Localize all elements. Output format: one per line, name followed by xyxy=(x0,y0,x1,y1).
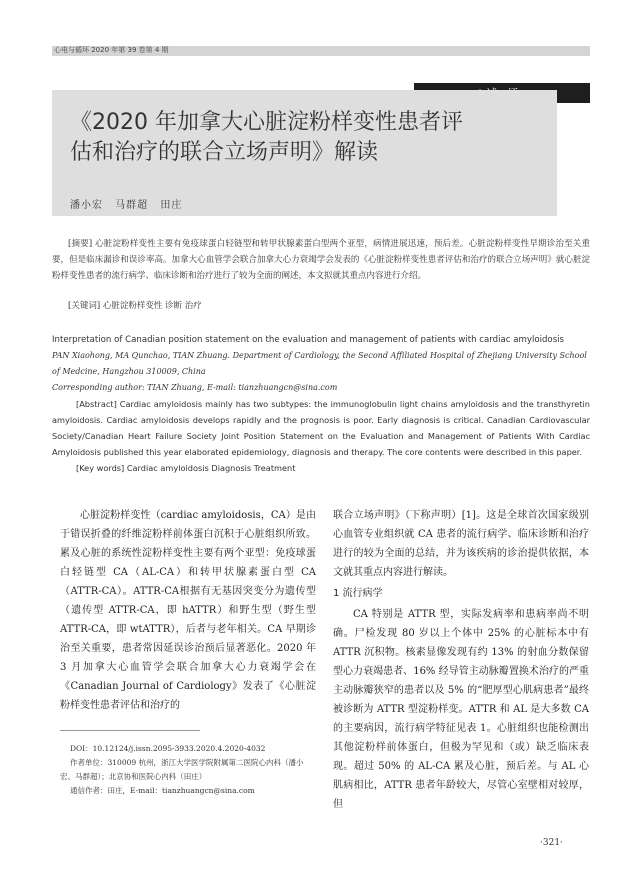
footnote xyxy=(60,742,316,798)
english-abstract: [Abstract] Cardiac amyloidosis mainly has two subtypes: the immunoglobulin light chains amyloidosis and the transthyretin amyloidosis. Cardiac amyloidosis develops rapidly and the prognosis is poor. Early diagnosis is critical. Canadian Cardiovascular Society/Canadian Heart Failure Society Joint Position Statement on the Evaluation and Management of Patients With Cardiac Amyloidosis published this year elaborated epidemiology, diagnosis and therapy. The core contents were described in this paper. xyxy=(52,399,590,457)
right-column-intro: 联合立场声明》（下称声明）[1]。这是全球首次国家级别心血管专业组织就 CA 患者的流行病学、临床诊断和治疗进行的较为全面的总结，并为该疾病的诊治提供依据，本文就其重点内容进行解读。 xyxy=(333,510,589,578)
article-title: 《2020 年加拿大心脏淀粉样变性患者评估和治疗的联合立场声明》解读 xyxy=(70,110,463,165)
keywords-cn: [关键词] 心脏淀粉样变性 诊断 治疗 xyxy=(68,301,202,311)
english-corresponding: Corresponding author: TIAN Zhuang, E-mail: tianzhuangcn@sina.com xyxy=(52,383,338,392)
english-title: Interpretation of Canadian position statement on the evaluation and management of patients with cardiac amyloidosis xyxy=(52,335,565,345)
english-affiliation: PAN Xiaohong, MA Qunchao, TIAN Zhuang. Department of Cardiology, the Second Affiliated Hospital of Zhejiang University School of Medcine, Hangzhou 310009, China xyxy=(52,351,587,376)
left-column-text: 心脏淀粉样变性（cardiac amyloidosis，CA）是由于错误折叠的纤维淀粉样前体蛋白沉积于心脏组织所致。累及心脏的系统性淀粉样变性主要有两个亚型：免疫球蛋白轻链型 CA（AL-CA）和转甲状腺素蛋白型 CA（ATTR-CA）。ATTR-CA根据有无基因突变分为遗传型（遗传型 ATTR-CA，即 hATTR）和野生型（野生型 ATTR-CA，即 wtATTR），后者与老年相关。CA 早期诊治至关重要，患者常因延误诊治预后显著恶化。2020 年 3 月加拿大心血管学会联合加拿大心力衰竭学会在《Canadian Journal of Cardiology》发表了《心脏淀粉样变性患者评估和治疗的 xyxy=(60,510,316,711)
left-column xyxy=(60,506,316,715)
footnote-divider xyxy=(60,730,200,731)
abstract-cn-text: [摘要] 心脏淀粉样变性主要有免疫球蛋白轻链型和转甲状腺素蛋白型两个亚型，病情进展迅速，预后差。心脏淀粉样变性早期诊治至关重要，但是临床漏诊和误诊率高。加拿大心血管学会联合加拿大心力衰竭学会发表的《心脏淀粉样变性患者评估和治疗的联合立场声明》就心脏淀粉样变性患者的流行病学、临床诊断和治疗进行了较为全面的阐述，本文拟就其重点内容进行介绍。 xyxy=(52,239,590,281)
footnote-affiliation: 作者单位：310009 杭州，浙江大学医学院附属第二医院心内科（潘小宏、马群超）；北京协和医院心内科（田庄） xyxy=(60,758,304,781)
footnote-corresponding: 通信作者：田庄，E-mail：tianzhuangcn@sina.com xyxy=(70,786,255,795)
english-keywords: [Key words] Cardiac amyloidosis Diagnosis Treatment xyxy=(76,463,296,473)
section-heading: 1 流行病学 xyxy=(333,588,383,599)
journal-info: 心电与循环 2020 年第 39 卷第 4 期 xyxy=(54,46,169,54)
right-column xyxy=(333,506,589,814)
abstract-cn xyxy=(52,236,590,284)
page-number: ·321· xyxy=(540,838,563,848)
authors: 潘小宏 马群超 田庄 xyxy=(70,200,183,211)
footnote-doi: DOI：10.12124/j.issn.2095-3933.2020.4.2020-4032 xyxy=(70,744,266,753)
right-column-body: CA 特别是 ATTR 型，实际发病率和患病率尚不明确。尸检发现 80 岁以上个体中 25% 的心脏标本中有 ATTR 沉积物。核素显像发现有约 13% 的射血分数保留型心力衰竭患者、16% 经导管主动脉瓣置换术治疗的严重主动脉瓣狭窄的患者以及 5% 的“肥厚型心肌病患者”最终被诊断为 ATTR 型淀粉样变。ATTR 和 AL 是大多数 CA 的主要病因，流行病学特征见表 1。心脏组织也能检测出其他淀粉样前体蛋白，但极为罕见和（或）缺乏临床表现。超过 50% 的 AL-CA 累及心脏，预后差。与 AL 心肌病相比，ATTR 患者年龄较大，尽管心室壁相对较厚，但 xyxy=(333,609,589,810)
english-abstract-block xyxy=(52,332,590,476)
